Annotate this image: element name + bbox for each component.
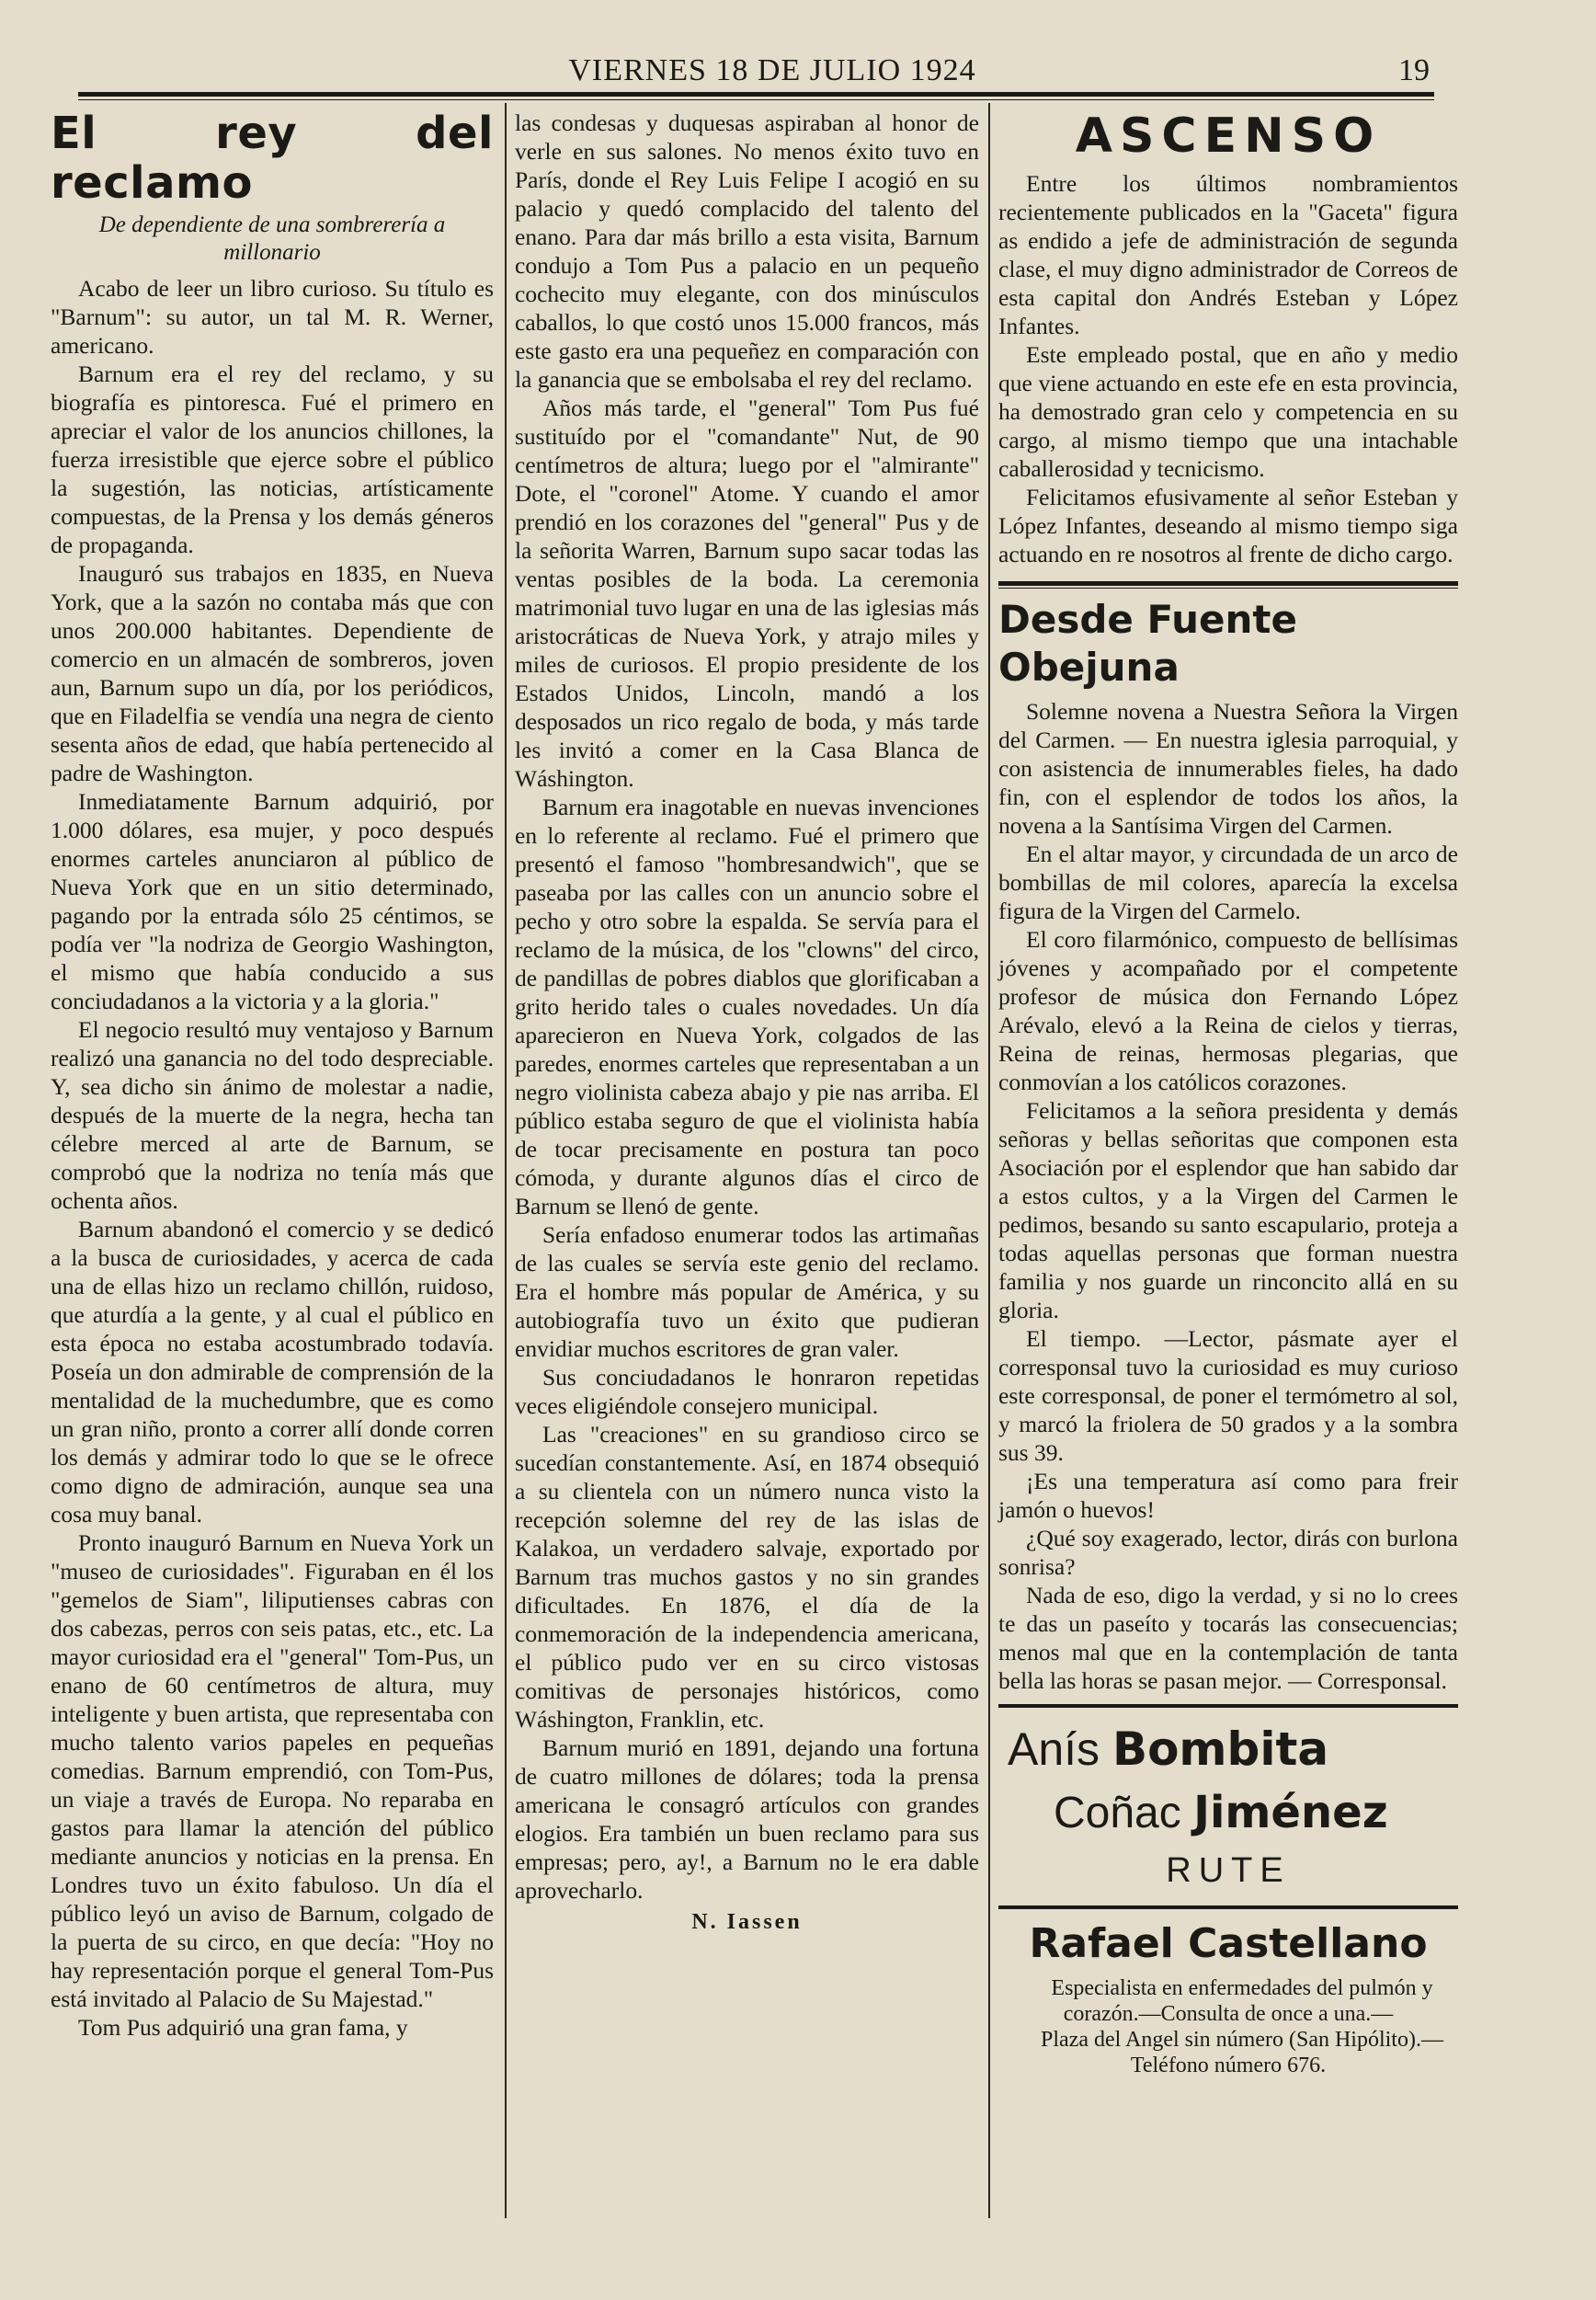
paragraph: Barnum era inagotable en nuevas invenciones en lo referente al reclamo. Fué el primero que presentó el famoso "hombresandwich", que se paseaba por las calles con un anuncio sobre el pecho y otro sobre la espalda. Se servía para el reclamo de la música, de los "clowns" del circo, de pandillas de pobres diablos que glorificaban a grito herido tales o cuales novedades. Un día aparecieron en Nueva York, colgados de las paredes, enormes carteles que representaban a un negro violinista cabeza abajo y pie nas arriba. El público estaba seguro de que el violinista había de tocar precisamente en postura tan poco cómoda, y durante algunos días el circo de Barnum se llenó de gente.	[515, 794, 979, 1219]
ad-anis-brand: Bombita	[1112, 1722, 1329, 1776]
paragraph: las condesas y duquesas aspiraban al honor de verle en sus salones. No menos éxito tuvo en París, donde el Rey Luis Felipe I acogió en su palacio y quedó complacido del talento del enano. Para dar más brillo a esta visita, Barnum condujo a Tom Pus a palacio en un pequeño cochecito muy elegante, con dos minúsculos caballos, lo que costó unos 15.000 francos, más este gasto era una pequeñez en comparación con la ganancia que se embolsaba el rey del reclamo.	[515, 109, 979, 393]
paragraph: El tiempo. —Lector, pásmate ayer el corresponsal tuvo la curiosidad es muy curioso este corresponsal, de poner el termómetro al sol, y marcó la friolera de 50 grados y a la sombra sus 39.	[998, 1325, 1458, 1466]
issue-date: VIERNES 18 DE JULIO 1924	[568, 53, 976, 87]
ad-doctor-line: Plaza del Angel sin número (San Hipólito).—Teléfono número 676.	[1041, 2028, 1443, 2077]
paragraph: Felicitamos efusivamente al señor Esteban y López Infantes, deseando al mismo tiempo siga actuando en re nosotros al frente de dicho cargo.	[998, 484, 1458, 567]
paragraph: Solemne novena a Nuestra Señora la Virgen del Carmen. — En nuestra iglesia parroquial, y con asistencia de innumerables fieles, ha dado fin, con el esplendor de todos los años, la novena a la Santísima Virgen del Carmen.	[998, 698, 1458, 839]
paragraph: Barnum murió en 1891, dejando una fortuna de cuatro millones de dólares; toda la prensa americana le consagró artículos con grandes elogios. Era también un buen reclamo para sus empresas; pero, ay!, a Barnum no le era dable aprovecharlo.	[515, 1734, 979, 1904]
paragraph: Sería enfadoso enumerar todos las artimañas de las cuales se servía este genio del reclamo. Era el hombre más popular de América, y su autobiografía tuvo un éxito que pudieran envidiar muchos escritores de gran valer.	[515, 1221, 979, 1362]
article-subtitle: De dependiente de una sombrerería a millonario	[98, 212, 446, 265]
fuente-obejuna-title: Desde Fuente Obejuna	[998, 597, 1297, 690]
paragraph: Acabo de leer un libro curioso. Su título es "Barnum": su autor, un tal M. R. Werner, americano.	[51, 275, 494, 359]
header-rule	[78, 92, 1434, 97]
paragraph: El coro filarmónico, compuesto de bellísimas jóvenes y acompañado por el competente profesor de música don Fernando López Arévalo, elevó a la Reina de cielos y tierras, Reina de reinas, hermosas plegarias, que conmovían a los católicos corazones.	[998, 926, 1458, 1095]
paragraph: Inmediatamente Barnum adquirió, por 1.000 dólares, esa mujer, y poco después enormes carteles anunciaron al público de Nueva York que en un sitio determinado, pagando por la entrada sólo 25 céntimos, se podía ver "la nodriza de Georgio Washington, el mismo que había conducido a sus conciudadanos a la victoria y a la gloria."	[51, 788, 494, 1014]
paragraph: Sus conciudadanos le honraron repetidas veces eligiéndole consejero municipal.	[515, 1364, 979, 1419]
ad-conac-jimenez	[1054, 1781, 1458, 1845]
paragraph: Barnum abandonó el comercio y se dedicó a la busca de curiosidades, y acerca de cada una de ellas hizo un reclamo chillón, ruidoso, que aturdía a la gente, y al cual el público en esta época no estaba acostumbrado todavía. Poseía un don admirable de comprensión de la mentalidad de la muchedumbre, que es como un gran niño, pronto a correr allí donde corren los demás y admirar todo lo que se le ofrece como digno de admiración, aunque sea una cosa muy banal.	[51, 1216, 494, 1528]
right-column	[998, 109, 1458, 2078]
ad-conac-brand: Jiménez	[1193, 1787, 1388, 1838]
paragraph: Barnum era el rey del reclamo, y su biografía es pintoresca. Fué el primero en apreciar el valor de los anuncios chillones, la fuerza irresistible que ejerce sobre el público la sugestión, las noticias, artísticamente compuestas, de la Prensa y los demás géneros de propaganda.	[51, 360, 494, 558]
paragraph: Las "creaciones" en su grandioso circo se sucedían constantemente. Así, en 1874 obsequió a su clientela con un número nunca visto la recepción solemne del rey de las islas de Kalakoa, un verdadero salvaje, exportado por Barnum tras muchos gastos y no sin grandes dificultades. En 1876, el día de la conmemoración de la independencia americana, el público pudo ver en su circo vistosas comitivas de personajes históricos, como Wáshington, Franklin, etc.	[515, 1421, 979, 1733]
article-continuation	[515, 109, 979, 1937]
section-divider-thin	[998, 588, 1458, 589]
ad-divider	[998, 1704, 1458, 1708]
paragraph: ¡Es una temperatura así como para freir jamón o huevos!	[998, 1468, 1458, 1523]
page-number: 19	[1398, 53, 1430, 87]
article-rey-del-reclamo	[51, 109, 494, 2042]
ad-anis-bombita	[1008, 1717, 1458, 1781]
ad-town: RUTE	[1166, 1851, 1291, 1890]
paragraph: ¿Qué soy exagerado, lector, dirás con burlona sonrisa?	[998, 1525, 1458, 1580]
paragraph: Entre los últimos nombramientos recientemente publicados en la "Gaceta" figura as endido a jefe de administración de segunda clase, el muy digno administrador de Correos de esta capital don Andrés Esteban y López Infantes.	[998, 170, 1458, 339]
article-title: El rey del reclamo	[51, 108, 494, 209]
paragraph: Tom Pus adquirió una gran fama, y	[78, 2014, 408, 2041]
paragraph: Nada de eso, digo la verdad, y si no lo crees te das un paseíto y tocarás las consecuencias; menos mal que en la contemplación de tanta bella las horas se pasan mejor. — Corresponsal.	[998, 1582, 1458, 1694]
paragraph: En el altar mayor, y circundada de un arco de bombillas de mil colores, aparecía la excelsa figura de la Virgen del Carmelo.	[998, 841, 1458, 924]
column-rule-1	[505, 103, 507, 2218]
author-signature: N. Iassen	[691, 1910, 803, 1934]
column-rule-2	[988, 103, 990, 2218]
ascenso-title: ASCENSO	[1075, 109, 1382, 164]
ad-divider	[998, 1905, 1458, 1909]
ad-doctor-name: Rafael Castellano	[1029, 1920, 1428, 1967]
ad-anis-prefix: Anís	[1008, 1723, 1100, 1775]
paragraph: El negocio resultó muy ventajoso y Barnum realizó una ganancia no del todo despreciable. Y, sea dicho sin ánimo de molestar a nadie, después de la muerte de la negra, hecha tan célebre merced al arte de Barnum, se comprobó que la nodriza no tenía más que ochenta años.	[51, 1016, 494, 1214]
paragraph: Felicitamos a la señora presidenta y demás señoras y bellas señoritas que componen esta Asociación por el esplendor que han sabido dar a estos cultos, y a la Virgen del Carmen le pedimos, besando su santo escapulario, proteja a todas aquellas personas que forman nuestra familia y nos guarde un rinconcito allá en su gloria.	[998, 1097, 1458, 1323]
paragraph: Pronto inauguró Barnum en Nueva York un "museo de curiosidades". Figuraban en él los "gemelos de Siam", liliputienses cabras con dos cabezas, perros con seis patas, etc., etc. La mayor curiosidad era el "general" Tom-Pus, un enano de 60 centímetros de altura, muy inteligente y buen artista, que representaba con mucho talento varios papeles en pequeñas comedias. Barnum emprendió, con Tom-Pus, un viaje a través de Europa. No reparaba en gastos para llamar la atención del público mediante anuncios y noticias en la prensa. En Londres tuvo un éxito fabuloso. Un día el público leyó un aviso de Barnum, colgado de la puerta de su circo, en que decía: "Hoy no hay representación porque el general Tom-Pus está invitado al Palacio de Su Majestad."	[51, 1529, 494, 2012]
section-divider	[998, 581, 1458, 586]
paragraph: Inauguró sus trabajos en 1835, en Nueva York, que a la sazón no contaba más que con unos 200.000 habitantes. Dependiente de comercio en un almacén de sombreros, joven aun, Barnum supo un día, por los periódicos, que en Filadelfia se vendía una negra de ciento sesenta años de edad, que había pertenecido al padre de Washington.	[51, 560, 494, 786]
paragraph: Años más tarde, el "general" Tom Pus fué sustituído por el "comandante" Nut, de 90 centímetros de altura; luego por el "almirante" Dote, el "coronel" Atome. Y cuando el amor prendió en los corazones del "general" Pus y de la señorita Warren, Barnum supo sacar todas las ventas posibles de la boda. La ceremonia matrimonial tuvo lugar en una de las iglesias más aristocráticas de Nueva York, y atrajo miles y miles de curiosos. El propio presidente de los Estados Unidos, Lincoln, mandó a los desposados un rico regalo de boda, y más tarde les invitó a comer en la Casa Blanca de Wáshington.	[515, 395, 979, 792]
ad-doctor-line: Especialista en enfermedades del pulmón y corazón.—Consulta de once a una.—	[1051, 1976, 1433, 2026]
paragraph: Este empleado postal, que en año y medio que viene actuando en este efe en esta provincia, ha demostrado gran celo y competencia en su cargo, al mismo tiempo que una intachable caballerosidad y tecnicismo.	[998, 341, 1458, 482]
ad-conac-prefix: Coñac	[1054, 1789, 1181, 1837]
header-rule-thin	[78, 99, 1434, 100]
